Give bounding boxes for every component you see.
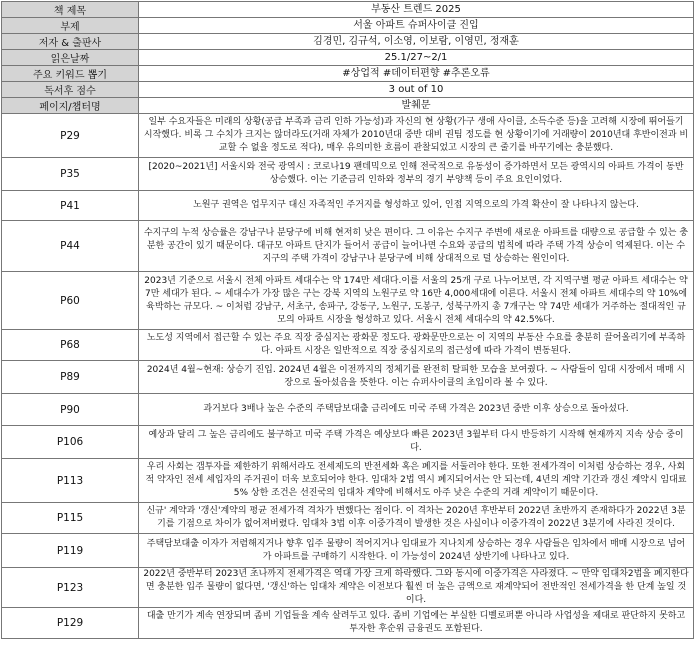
table-row	[2, 330, 694, 361]
table-row	[2, 608, 694, 639]
label-excerpt: 발췌문	[139, 98, 694, 114]
note-text: 2024년 4월~현재: 상승기 진입. 2024년 4월은 이전까지의 정체기를 완전히 탈피한 모습을 보여줬다. ~ 사람들이 임대 시장에서 매매 시장으로 돌아섰음을 뜻한다. 이는 슈퍼사이클의 초입이라 볼 수 있다.	[139, 361, 694, 394]
note-text: 노원구 권역은 업무지구 대신 자족적인 주거지를 형성하고 있어, 인접 지역으로의 가격 확산이 잘 나타나지 않는다.	[139, 191, 694, 221]
label-read-date: 읽은날짜	[2, 50, 139, 66]
note-page: P115	[2, 503, 139, 534]
note-text: 2022년 중반부터 2023년 초나까지 전세가격은 역대 가장 크게 하락했다. 그와 동시에 이중가격은 사라졌다. ~ 만약 임대차2법을 폐지한다면 충분한 입주 물량이 없다면, '갱신'하는 임대차 계약은 이전보다 훨씬 더 높은 금액으로 재계약되어 전반적인 전세가격을 한 단계 높일 것이다.	[139, 568, 694, 608]
note-page: P68	[2, 330, 139, 361]
note-text: 예상과 달리 그 높은 금리에도 불구하고 미국 주택 가격은 예상보다 빠른 2023년 3월부터 다시 반등하기 시작해 현재까지 지속 상승 중이다.	[139, 426, 694, 459]
table-row	[2, 568, 694, 608]
row-title	[2, 2, 694, 18]
note-text: 노도성 지역에서 접근할 수 있는 주요 직장 중심지는 광화문 정도다. 광화문만으로는 이 지역의 부동산 수요를 충분히 끌어올리기에 부족하다. 아파트 시장은 일반적으로 직장 중심지로의 접근성에 따라 가격이 변동된다.	[139, 330, 694, 361]
note-page: P106	[2, 426, 139, 459]
table-row	[2, 394, 694, 426]
book-notes-table	[1, 1, 694, 639]
row-score	[2, 82, 694, 98]
note-text: [2020~2021년] 서울시와 전국 광역시 : 코로나19 팬데믹으로 인해 전국적으로 유동성이 증가하면서 모든 광역시의 아파트 가격이 동반 상승했다. 이는 기준금리 인하와 정부의 경기 부양책 등이 주요 요인이었다.	[139, 158, 694, 191]
note-text: 일부 수요자들은 미래의 상황(공급 부족과 금리 인하 가능성)과 자신의 현 상황(가구 생애 사이클, 소득수준 등)을 고려해 시장에 뛰어들기 시작했다. 비록 그 수치가 크지는 않더라도(거래 자체가 2010년대 중반 대비 권팀 정도를 현 상황이기에 거래량이 2010년대 후반이전과 비교할 수 없을 정도로 적다), 매우 유의미한 흐름이 관찰되었고 시장의 큰 줄기를 바꾸기에는 충분했다.	[139, 114, 694, 158]
value-subtitle: 서울 아파트 슈퍼사이클 진입	[139, 18, 694, 34]
value-read-date: 25.1/27~2/1	[139, 50, 694, 66]
value-authors: 김경민, 김규석, 이소영, 이보람, 이영민, 정재훈	[139, 34, 694, 50]
label-score: 독서후 점수	[2, 82, 139, 98]
note-page: P129	[2, 608, 139, 639]
table-row	[2, 272, 694, 330]
table-row	[2, 534, 694, 568]
note-text: 수지구의 누적 상승률은 강남구나 분당구에 비해 현저히 낮은 편이다. 그 이유는 수지구 주변에 새로운 아파트를 대량으로 공급할 수 있는 충분한 공간이 있기 때문이다. 대규모 아파트 단지가 들어서 공급이 늘어나면 수요와 공급의 법칙에 따라 주택 가격 상승이 억제된다. 이는 수지구의 주택 가격이 강남구나 분당구에 비해 상대적으로 덜 상승하는 원인이다.	[139, 221, 694, 272]
label-title: 책 제목	[2, 2, 139, 18]
note-text: 대출 만기가 계속 연장되며 좀비 기업들을 계속 살려두고 있다. 좀비 기업에는 부실한 디벨로퍼뿐 아니라 사업성을 제대로 판단하지 못하고 투자한 후순위 금융권도 포함된다.	[139, 608, 694, 639]
row-keywords	[2, 66, 694, 82]
note-text: 주택담보대출 이자가 저렴해지거나 향후 입주 물량이 적어지거나 임대료가 지나치게 상승하는 경우 사람들은 임차에서 매매 시장으로 넘어가 아파트를 구매하기 시작한다. 이 가능성이 2024년 상반기에 나타나고 있다.	[139, 534, 694, 568]
note-page: P29	[2, 114, 139, 158]
label-subtitle: 부제	[2, 18, 139, 34]
label-page-chapter: 페이지/챕터명	[2, 98, 139, 114]
table-row	[2, 158, 694, 191]
note-page: P89	[2, 361, 139, 394]
table-row	[2, 459, 694, 503]
table-row	[2, 114, 694, 158]
note-text: 우리 사회는 갭투자를 제한하기 위해서라도 전세제도의 반전세화 혹은 폐지를 서둘러야 한다. 또한 전세가격이 이처럼 상승하는 경우, 사회적 약자인 전세 세입자의 주거권이 더욱 보호되어야 한다. 임대차 2법 역시 폐지되어서는 안 되는데, 4년의 계약 기간과 갱신 계약시 임대료 5% 상한 조건은 선진국의 임대차 계약에 비해서도 아주 낮은 수준의 거래 계약이기 때문이다.	[139, 459, 694, 503]
table-row	[2, 426, 694, 459]
value-keywords: #상업적 #데이터편향 #추론오류	[139, 66, 694, 82]
note-text: 신규' 계약과 '갱신'계약의 평균 전세가격 격차가 변했다는 점이다. 이 격차는 2020년 후반부터 2022년 초반까지 존재하다가 2022년 3분기를 기점으로 차이가 없어져버렸다. 임대차 3법 이후 이중가격이 발생한 것은 사실이나 이중가격이 2022년 3분기에 사라진 것이다.	[139, 503, 694, 534]
row-subtitle	[2, 18, 694, 34]
value-score: 3 out of 10	[139, 82, 694, 98]
note-page: P113	[2, 459, 139, 503]
note-page: P35	[2, 158, 139, 191]
table-row	[2, 221, 694, 272]
label-keywords: 주요 키워드 뽑기	[2, 66, 139, 82]
note-text: 2023년 기준으로 서울시 전체 아파트 세대수는 약 174만 세대다.이를 서울의 25개 구로 나누어보면, 각 지역구별 평균 아파트 세대수는 약 7만 세대가 된다. ~ 세대수가 가장 많은 구는 강북 지역의 노원구로 약 16만 4,000세대에 이른다. 서울시 전체 아파트 세대수의 약 10%에 육박하는 규모다. ~ 이처럼 강남구, 서초구, 송파구, 강동구, 노원구, 도봉구, 성북구까지 총 7개구는 약 74만 세대가 거주하는 절대적인 규모의 아파트 시장을 형성하고 있다. 서울시 전체 세대수의 약 42.5%다.	[139, 272, 694, 330]
row-authors	[2, 34, 694, 50]
note-page: P44	[2, 221, 139, 272]
table-row	[2, 503, 694, 534]
note-page: P41	[2, 191, 139, 221]
row-read-date	[2, 50, 694, 66]
row-column-header	[2, 98, 694, 114]
label-authors: 저자 & 출판사	[2, 34, 139, 50]
note-page: P90	[2, 394, 139, 426]
note-text: 과거보다 3배나 높은 수준의 주택담보대출 금리에도 미국 주택 가격은 2023년 중반 이후 상승으로 돌아섰다.	[139, 394, 694, 426]
value-title: 부동산 트렌드 2025	[139, 2, 694, 18]
table-row	[2, 361, 694, 394]
note-page: P119	[2, 534, 139, 568]
note-page: P123	[2, 568, 139, 608]
table-row	[2, 191, 694, 221]
note-page: P60	[2, 272, 139, 330]
